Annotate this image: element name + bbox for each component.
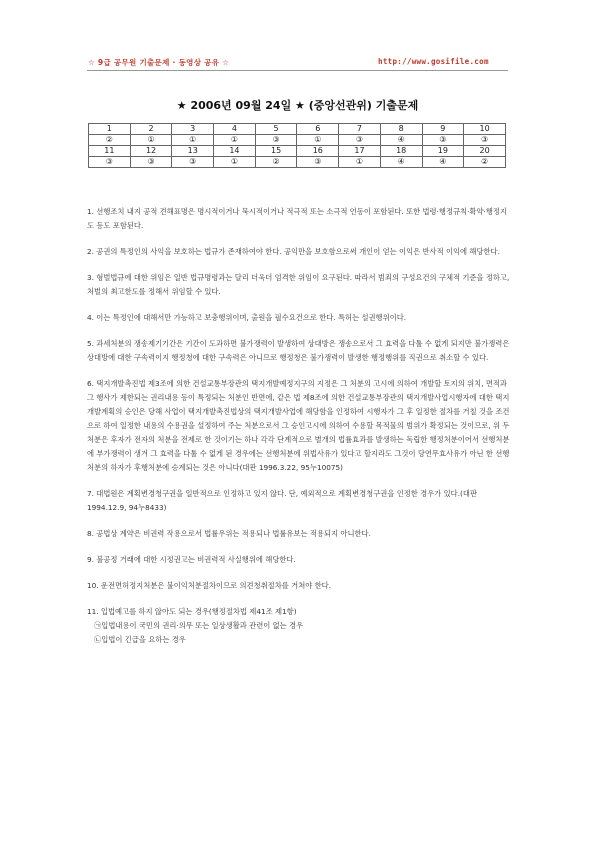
table-cell: 1 xyxy=(89,124,131,135)
answer-explanation-5: 5. 과세처분의 쟁송제기기간은 기간이 도과하면 불가쟁력이 발생하여 상대방은 쟁송으로서 그 효력을 다툴 수 없게 되지만 불가쟁력은 상대방에 대한 구속력이지 행정청에 대한 구속력은 아니므로 행정청은 불가쟁력이 발생한 행정행위를 직권으로 취소할 수 있다. xyxy=(87,339,510,362)
table-cell: 5 xyxy=(255,124,297,135)
table-cell: ③ xyxy=(89,157,131,168)
header-left-text: ☆ 9급 공무원 기출문제 · 동영상 공유 ☆ xyxy=(88,58,230,67)
table-cell: 14 xyxy=(214,146,256,157)
answer-explanation-9: 9. 불공정 거래에 대한 시정권고는 비권력적 사실행위에 해당한다. xyxy=(87,555,296,564)
table-cell: 19 xyxy=(422,146,464,157)
table-row xyxy=(89,124,506,135)
table-cell: ③ xyxy=(339,135,381,146)
table-cell: ④ xyxy=(422,157,464,168)
table-cell: 3 xyxy=(172,124,214,135)
table-cell: 18 xyxy=(380,146,422,157)
table-cell: 17 xyxy=(339,146,381,157)
table-cell: ① xyxy=(172,135,214,146)
table-cell: 6 xyxy=(297,124,339,135)
page-title: ★ 2006년 09월 24일 ★ (중앙선관위) 기출문제 xyxy=(176,99,419,112)
table-cell: 13 xyxy=(172,146,214,157)
answer-explanation-8: 8. 공법상 계약은 비권력 작용으로서 법률우위는 적용되나 법률유보는 적용되지 아니한다. xyxy=(87,529,371,538)
table-cell: 15 xyxy=(255,146,297,157)
table-cell: 9 xyxy=(422,124,464,135)
table-cell: ② xyxy=(255,157,297,168)
answer-explanation-7: 7. 대법원은 계획변경청구권을 일반적으로 인정하고 있지 않다. 단, 예외적으로 계획변경청구권을 인정한 경우가 있다.(대판 1994.12.9, 94누8433) xyxy=(87,489,477,512)
table-cell: ③ xyxy=(255,135,297,146)
table-row xyxy=(89,135,506,146)
answer-explanation-1: 1. 선행조치 내지 공적 견해표명은 명시적이거나 묵시적이거나 적극적 또는 소극적 언동이 포함된다. 또한 법령·행정규칙·확약·행정지도 등도 포함된다. xyxy=(87,207,507,230)
answer-explanation-3: 3. 형벌법규에 대한 위임은 일반 법규명령과는 달리 더욱더 엄격한 위임이 요구된다. 따라서 범죄의 구성요건의 구체적 기준을 정하고, 처벌의 최고한도를 정해서 위임할 수 있다. xyxy=(87,273,510,296)
table-cell: ① xyxy=(297,135,339,146)
table-cell: ① xyxy=(130,135,172,146)
table-cell: ① xyxy=(214,135,256,146)
table-cell: 20 xyxy=(464,146,506,157)
item-11-title: 11. 입법예고를 하지 않아도 되는 경우(행정절차법 제41조 제1항) xyxy=(87,607,297,616)
table-cell: ① xyxy=(339,157,381,168)
table-cell: ④ xyxy=(380,135,422,146)
table-cell: 10 xyxy=(464,124,506,135)
answer-explanation-11 xyxy=(87,605,512,647)
table-cell: ④ xyxy=(380,157,422,168)
table-cell: 8 xyxy=(380,124,422,135)
table-cell: ① xyxy=(214,157,256,168)
table-row xyxy=(89,157,506,168)
answer-explanation-2: 2. 공권의 특정인의 사익을 보호하는 법규가 존재하여야 한다. 공익만을 보호함으로써 개인이 얻는 이익은 반사적 이익에 해당한다. xyxy=(87,247,500,256)
answer-explanation-6: 6. 택지개발촉진법 제3조에 의한 건설교통부장관의 택지개발예정지구의 지정은 그 처분의 고시에 의하여 개발할 토지의 위치, 면적과 그 행사가 제한되는 권리내용 등이 특정되는 처분인 반면에, 같은 법 제8조에 의한 건설교통부장관의 택지개발사업시행자에 대한 택지개발계획의 승인은 당해 사업이 택지개발촉진법상의 택지개발사업에 해당함을 인정하여 시행자가 그 후 일정한 절차를 거칠 것을 조건으로 하여 일정한 내용의 수용권을 설정하여 주는 처분으로서 그 승인고시에 의하여 수용할 목적물의 범위가 확정되는 것이므로, 위 두 처분은 후자가 전자의 처분을 전제로 한 것이기는 하나 각각 단계적으로 별개의 법률효과를 발생하는 독립한 행정처분이어서 선행처분에 부가쟁력이 생겨 그 효력을 다툴 수 없게 된 경우에는 선행처분에 위법사유가 있다고 할지라도 그것이 당연무효사유가 아닌 한 선행처분의 하자가 후행처분에 승계되는 것은 아니다(대판 1996.3.22, 95누10075) xyxy=(87,379,510,472)
table-cell: 16 xyxy=(297,146,339,157)
table-cell: ③ xyxy=(297,157,339,168)
table-cell: 2 xyxy=(130,124,172,135)
table-cell: 4 xyxy=(214,124,256,135)
table-cell: 12 xyxy=(130,146,172,157)
item-11-sub-2: ㉡입법이 긴급을 요하는 경우 xyxy=(94,635,186,644)
table-cell: ③ xyxy=(130,157,172,168)
table-row xyxy=(89,146,506,157)
table-cell: ③ xyxy=(422,135,464,146)
answer-table xyxy=(88,123,506,168)
answer-explanation-4: 4. 이는 특정인에 대해서만 가능하고 보충행위이며, 출원을 필수요건으로 한다. 특허는 설권행위이다. xyxy=(87,313,407,322)
header-url-link[interactable]: http://www.gosifile.com xyxy=(378,57,489,66)
item-11-sub-1: ㉠입법내용이 국민의 권리·의무 또는 일상생활과 관련이 없는 경우 xyxy=(94,621,304,630)
header-divider xyxy=(87,70,508,71)
table-cell: ② xyxy=(464,157,506,168)
table-cell: ③ xyxy=(464,135,506,146)
table-cell: ② xyxy=(89,135,131,146)
table-cell: 7 xyxy=(339,124,381,135)
answer-explanation-10: 10. 운전면허정지처분은 불이익처분절차이므로 의견청취절차를 거쳐야 한다. xyxy=(87,581,332,590)
document-body xyxy=(87,205,512,647)
table-cell: 11 xyxy=(89,146,131,157)
table-cell: ③ xyxy=(172,157,214,168)
